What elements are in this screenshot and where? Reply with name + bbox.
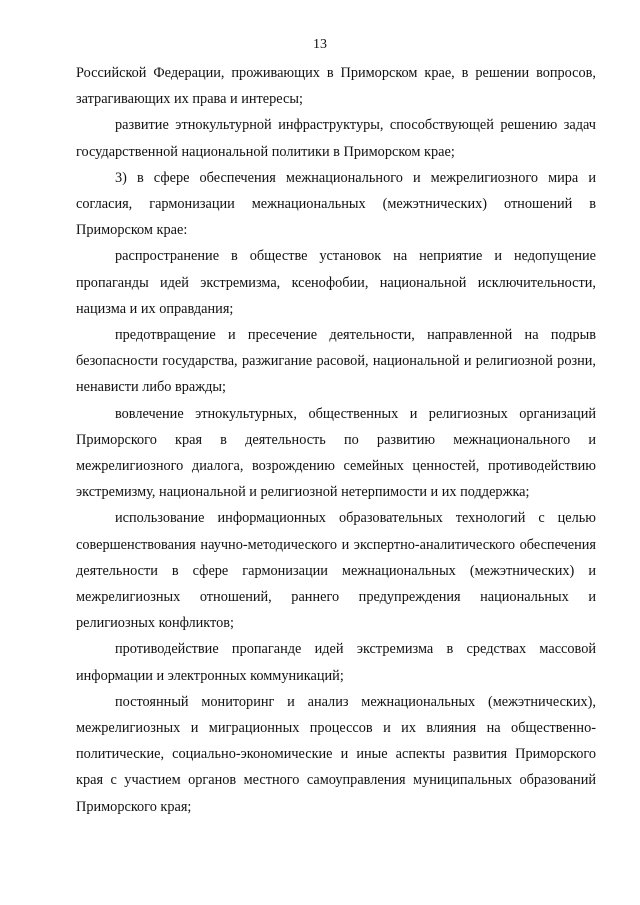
- paragraph-section-3-heading: 3) в сфере обеспечения межнационального и межрелигиозного мира и согласия, гармонизации межнациональных (межэтнических) отношений в Приморском крае:: [76, 169, 596, 239]
- paragraph-anti-extremism-attitudes: распространение в обществе установок на неприятие и недопущение пропаганды идей экстремизма, ксенофобии, национальной исключительности, нацизма и их оправдания;: [76, 248, 596, 317]
- paragraph-media-counter-propaganda: противодействие пропаганде идей экстремизма в средствах массовой информации и электронных коммуникаций;: [76, 641, 596, 684]
- document-body: [76, 60, 596, 820]
- paragraph-monitoring-and-analysis: постоянный мониторинг и анализ межнациональных (межэтнических), межрелигиозных и миграционных процессов и их влияния на общественно-политические, социально-экономические и иные аспекты развития Приморского края с участием органов местного самоуправления муниципальных образований Приморского края;: [76, 693, 596, 815]
- page-number: 13: [313, 37, 327, 52]
- paragraph-involvement-of-organizations: вовлечение этнокультурных, общественных и религиозных организаций Приморского края в деятельность по развитию межнационального и межрелигиозного диалога, возрождению семейных ценностей, противодействию экстремизму, национальной и религиозной нетерпимости и их поддержка;: [76, 405, 596, 501]
- paragraph-ethnocultural-infrastructure: развитие этнокультурной инфраструктуры, способствующей решению задач государственной национальной политики в Приморском крае;: [76, 117, 596, 160]
- paragraph-continuation: Российской Федерации, проживающих в Приморском крае, в решении вопросов, затрагивающих их права и интересы;: [76, 65, 596, 108]
- paragraph-prevention-of-hostility: предотвращение и пресечение деятельности, направленной на подрыв безопасности государства, разжигание расовой, национальной и религиозной розни, ненависти либо вражды;: [76, 327, 596, 396]
- paragraph-information-technologies: использование информационных образовательных технологий с целью совершенствования научно-методического и экспертно-аналитического обеспечения деятельности в сфере гармонизации межнациональных (межэтнических) и межрелигиозных отношений, раннего предупреждения национальных и религиозных конфликтов;: [76, 510, 596, 632]
